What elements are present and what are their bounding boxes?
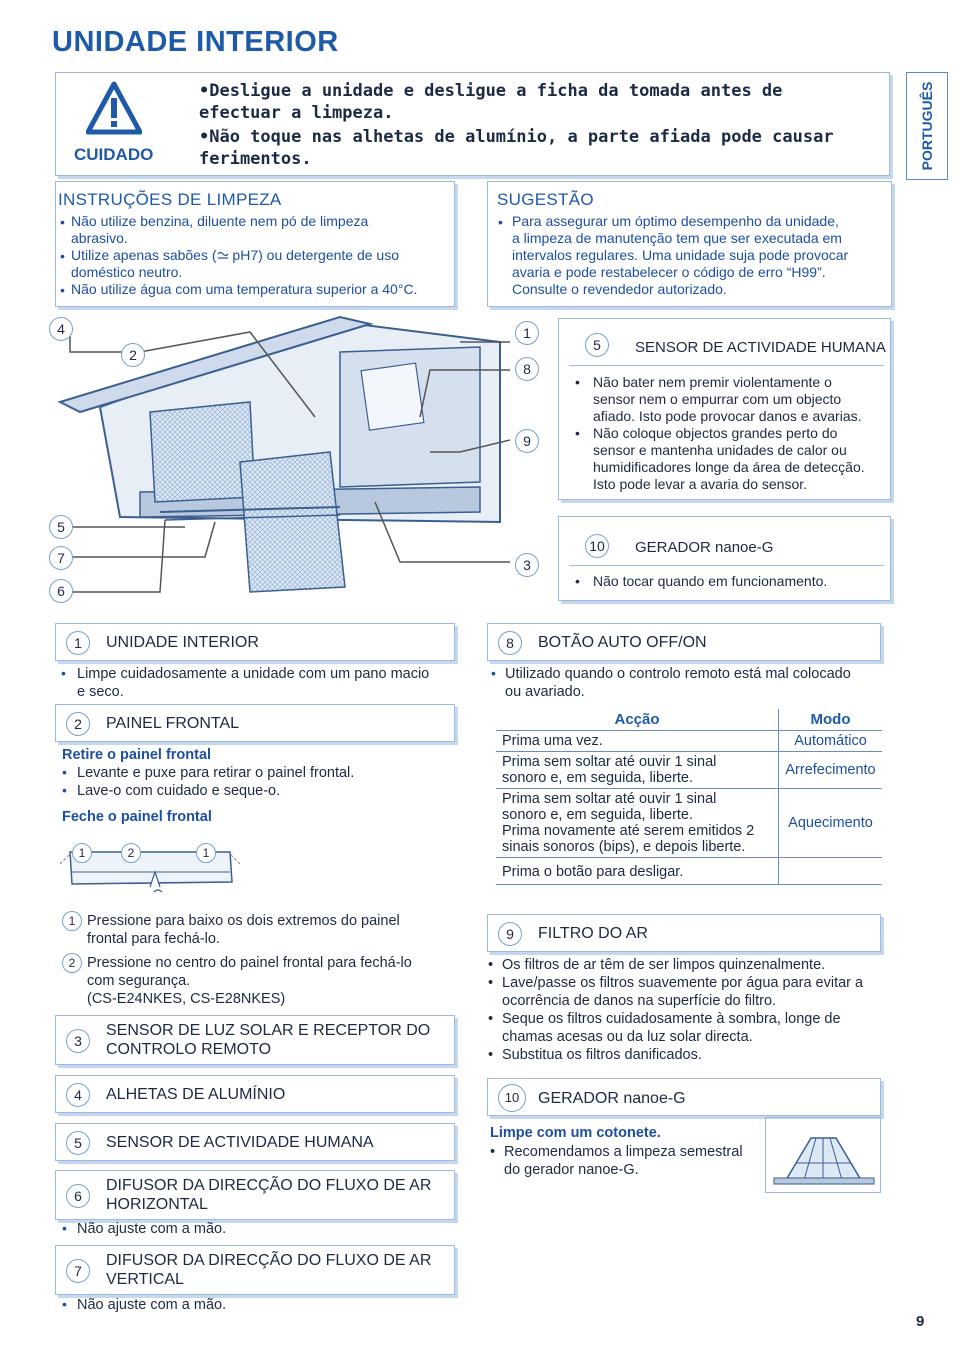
cleaning-item: Não utilize benzina, diluente nem pó de limpeza bbox=[71, 213, 369, 229]
section-10-number: 10 bbox=[498, 1084, 526, 1112]
figure-label-1: 1 bbox=[72, 843, 92, 863]
action-line: Prima uma vez. bbox=[502, 733, 603, 749]
action-cell bbox=[496, 858, 779, 885]
col-header-mode: Modo bbox=[779, 709, 883, 731]
caution-line: ferimentos. bbox=[199, 149, 312, 169]
mode-cell bbox=[779, 858, 883, 885]
callout-2: 2 bbox=[121, 343, 145, 367]
approx-symbol-icon bbox=[217, 250, 229, 260]
action-line: Prima sem soltar até ouvir 1 sinal bbox=[502, 791, 717, 807]
sensor-line: Isto pode levar a avaria do sensor. bbox=[593, 476, 808, 492]
section-9-line: Substitua os filtros danificados. bbox=[502, 1047, 702, 1063]
cleaning-item: Não utilize água com uma temperatura superior a 40°C. bbox=[71, 281, 418, 297]
bullet: • bbox=[488, 1011, 494, 1027]
step-line: (CS-E24NKES, CS-E28NKES) bbox=[87, 991, 286, 1007]
section-6-title-line: HORIZONTAL bbox=[106, 1196, 208, 1213]
table-row bbox=[496, 752, 882, 789]
page-number: 9 bbox=[916, 1313, 925, 1330]
callout-8: 8 bbox=[515, 357, 539, 381]
action-cell bbox=[496, 789, 779, 858]
section-1-header bbox=[55, 623, 455, 661]
nanoe-title: GERADOR nanoe-G bbox=[635, 539, 774, 556]
section-5-number: 5 bbox=[66, 1131, 90, 1155]
caution-line: •Não toque nas alhetas de alumínio, a parte afiada pode causar bbox=[199, 127, 834, 147]
tip-line: Para assegurar um óptimo desempenho da unidade, bbox=[512, 213, 839, 229]
divider bbox=[569, 565, 884, 566]
sensor-line: sensor nem o empurrar com um objecto bbox=[593, 391, 842, 407]
nanoe-generator-icon bbox=[766, 1118, 880, 1192]
section-7-note: Não ajuste com a mão. bbox=[77, 1297, 227, 1313]
section-6-header bbox=[55, 1170, 455, 1220]
bullet: • bbox=[575, 374, 580, 390]
bullet: • bbox=[575, 425, 580, 441]
sensor-text bbox=[593, 374, 862, 425]
bullet: • bbox=[488, 957, 494, 973]
section-4-title: ALHETAS DE ALUMÍNIO bbox=[106, 1086, 286, 1103]
tip-line: avaria e pode restabelecer o código de erro “H99”. bbox=[512, 264, 826, 280]
callout-4: 4 bbox=[49, 317, 73, 341]
nanoe-warning-box bbox=[558, 516, 891, 601]
bullet: • bbox=[60, 248, 65, 264]
section-10-line: do gerador nanoe-G. bbox=[504, 1162, 639, 1178]
bullet: • bbox=[62, 1220, 67, 1236]
bullet: • bbox=[491, 665, 496, 681]
section-6-number: 6 bbox=[66, 1184, 90, 1208]
bullet: • bbox=[575, 573, 580, 589]
section-9-header bbox=[487, 914, 881, 952]
tip-title: SUGESTÃO bbox=[497, 190, 594, 209]
figure-label-2: 2 bbox=[121, 843, 141, 863]
section-10-line: Recomendamos a limpeza semestral bbox=[504, 1144, 743, 1160]
section-7-title-line: DIFUSOR DA DIRECÇÃO DO FLUXO DE AR bbox=[106, 1252, 432, 1269]
sensor-text bbox=[593, 425, 865, 493]
action-cell bbox=[496, 731, 779, 752]
bullet: • bbox=[498, 214, 503, 230]
auto-button-table bbox=[496, 709, 882, 885]
section-9-text bbox=[488, 956, 863, 1064]
nanoe-figure-frame bbox=[765, 1117, 881, 1193]
callout-1: 1 bbox=[515, 321, 539, 345]
caution-line: •Desligue a unidade e desligue a ficha da tomada antes de bbox=[199, 81, 783, 101]
cleaning-item-part: pH7) ou detergente de uso bbox=[232, 247, 399, 263]
section-1-text bbox=[77, 665, 429, 701]
section-8-line: ou avariado. bbox=[505, 684, 585, 700]
bullet: • bbox=[490, 1144, 496, 1160]
mode-cell: Automático bbox=[779, 731, 883, 752]
tip-line: a limpeza de manutenção tem que ser executada em bbox=[512, 230, 842, 246]
step-1-number: 1 bbox=[62, 911, 82, 931]
section-10-header bbox=[487, 1078, 881, 1116]
bullet: • bbox=[488, 1047, 494, 1063]
section-1-number: 1 bbox=[66, 631, 90, 655]
action-line: Prima sem soltar até ouvir 1 sinal bbox=[502, 754, 717, 770]
mode-cell: Arrefecimento bbox=[779, 752, 883, 789]
step-line: com segurança. bbox=[87, 973, 191, 989]
indoor-unit-illustration bbox=[40, 312, 560, 612]
section-3-title-line: CONTROLO REMOTO bbox=[106, 1041, 272, 1058]
section-7-header bbox=[55, 1245, 455, 1295]
col-header-action: Acção bbox=[496, 709, 779, 731]
section-10-text bbox=[490, 1143, 743, 1179]
section-8-line: Utilizado quando o controlo remoto está mal colocado bbox=[505, 666, 851, 682]
step-line: Pressione para baixo os dois extremos do painel bbox=[87, 913, 400, 929]
section-7-number: 7 bbox=[66, 1259, 90, 1283]
cleaning-item: doméstico neutro. bbox=[71, 264, 183, 280]
bullet: • bbox=[488, 975, 494, 991]
section-9-number: 9 bbox=[498, 922, 522, 946]
section-2-title: PAINEL FRONTAL bbox=[106, 715, 240, 732]
step-1-text bbox=[87, 912, 400, 948]
callout-6: 6 bbox=[49, 579, 73, 603]
section-6-title-line: DIFUSOR DA DIRECÇÃO DO FLUXO DE AR bbox=[106, 1177, 432, 1194]
cleaning-item: abrasivo. bbox=[71, 230, 128, 246]
tip-line: Consulte o revendedor autorizado. bbox=[512, 281, 727, 297]
section-9-line: chamas acesas ou da luz solar directa. bbox=[502, 1029, 753, 1045]
caution-box bbox=[55, 72, 890, 176]
section-7-title bbox=[106, 1251, 431, 1289]
tip-line: intervalos regulares. Uma unidade suja pode provocar bbox=[512, 247, 849, 263]
callout-9: 9 bbox=[515, 429, 539, 453]
section-5-header bbox=[55, 1123, 455, 1161]
step-2-number: 2 bbox=[62, 953, 82, 973]
section-10-subtitle: Limpe com um cotonete. bbox=[490, 1125, 661, 1141]
nanoe-line: Não tocar quando em funcionamento. bbox=[593, 573, 828, 589]
section-9-line: ocorrência de danos na superfície do filtro. bbox=[502, 993, 777, 1009]
tip-box bbox=[487, 181, 892, 307]
bullet: • bbox=[62, 782, 67, 798]
cleaning-instructions-box bbox=[55, 181, 455, 307]
step-line: frontal para fechá-lo. bbox=[87, 931, 220, 947]
remove-step: Levante e puxe para retirar o painel frontal. bbox=[77, 765, 355, 781]
nanoe-number: 10 bbox=[585, 534, 609, 558]
mode-cell: Aquecimento bbox=[779, 789, 883, 858]
step-2-text bbox=[87, 954, 412, 1008]
cleaning-item bbox=[71, 247, 399, 264]
bullet: • bbox=[60, 214, 65, 230]
action-line: Prima novamente até serem emitidos 2 bbox=[502, 823, 755, 839]
section-8-text bbox=[505, 665, 851, 701]
step-line: Pressione no centro do painel frontal para fechá-lo bbox=[87, 955, 412, 971]
table-row bbox=[496, 858, 882, 885]
remove-panel-title: Retire o painel frontal bbox=[62, 747, 212, 763]
callout-5: 5 bbox=[49, 515, 73, 539]
section-1-title: UNIDADE INTERIOR bbox=[106, 634, 259, 651]
sensor-warning-box bbox=[558, 318, 891, 500]
action-line: sonoro e, em seguida, liberte. bbox=[502, 807, 694, 823]
section-5-title: SENSOR DE ACTIVIDADE HUMANA bbox=[106, 1134, 374, 1151]
bullet: • bbox=[62, 764, 67, 780]
sensor-line: afiado. Isto pode provocar danos e avarias. bbox=[593, 408, 862, 424]
section-9-title: FILTRO DO AR bbox=[538, 925, 648, 942]
divider bbox=[569, 365, 884, 366]
caution-label: CUIDADO bbox=[74, 145, 154, 164]
section-1-line: Limpe cuidadosamente a unidade com um pano macio bbox=[77, 666, 430, 682]
sensor-title: SENSOR DE ACTIVIDADE HUMANA bbox=[635, 339, 886, 356]
section-9-line: Lave/passe os filtros suavemente por água para evitar a bbox=[502, 975, 864, 991]
section-6-title bbox=[106, 1176, 431, 1214]
cleaning-item-part: Utilize apenas sabões ( bbox=[71, 247, 217, 263]
section-4-number: 4 bbox=[66, 1083, 90, 1107]
sensor-number: 5 bbox=[585, 333, 609, 357]
callout-3: 3 bbox=[515, 553, 539, 577]
bullet: • bbox=[62, 1296, 67, 1312]
section-6-note: Não ajuste com a mão. bbox=[77, 1221, 227, 1237]
section-4-header bbox=[55, 1075, 455, 1113]
section-7-title-line: VERTICAL bbox=[106, 1271, 184, 1288]
bullet: • bbox=[61, 665, 66, 681]
callout-7: 7 bbox=[49, 546, 73, 570]
section-9-line: Seque os filtros cuidadosamente à sombra, longe de bbox=[502, 1011, 841, 1027]
section-8-header bbox=[487, 623, 881, 661]
language-tab bbox=[906, 72, 948, 180]
action-line: Prima o botão para desligar. bbox=[502, 864, 684, 880]
close-panel-figure bbox=[60, 832, 240, 898]
action-cell bbox=[496, 752, 779, 789]
section-3-number: 3 bbox=[66, 1029, 90, 1053]
bullet: • bbox=[60, 282, 65, 298]
action-line: sinais sonoros (bips), e depois liberte. bbox=[502, 839, 746, 855]
action-line: sonoro e, em seguida, liberte. bbox=[502, 770, 694, 786]
section-8-number: 8 bbox=[498, 631, 522, 655]
sensor-line: sensor e mantenha unidades de calor ou bbox=[593, 442, 847, 458]
close-panel-title: Feche o painel frontal bbox=[62, 809, 212, 825]
sensor-line: humidificadores longe da área de detecção. bbox=[593, 459, 865, 475]
section-2-header bbox=[55, 704, 455, 742]
table-row bbox=[496, 789, 882, 858]
section-1-line: e seco. bbox=[77, 684, 124, 700]
remove-step: Lave-o com cuidado e seque-o. bbox=[77, 783, 281, 799]
caution-line: efectuar a limpeza. bbox=[199, 103, 394, 123]
section-3-header bbox=[55, 1015, 455, 1065]
section-9-line: Os filtros de ar têm de ser limpos quinzenalmente. bbox=[502, 957, 826, 973]
sensor-line: Não coloque objectos grandes perto do bbox=[593, 425, 838, 441]
section-3-title-line: SENSOR DE LUZ SOLAR E RECEPTOR DO bbox=[106, 1022, 431, 1039]
table-row bbox=[496, 731, 882, 752]
section-3-title bbox=[106, 1021, 430, 1059]
figure-label-1: 1 bbox=[196, 843, 216, 863]
section-10-title: GERADOR nanoe-G bbox=[538, 1090, 686, 1107]
language-label: PORTUGUÊS bbox=[919, 81, 935, 171]
section-8-title: BOTÃO AUTO OFF/ON bbox=[538, 634, 707, 651]
page-title: UNIDADE INTERIOR bbox=[52, 26, 339, 58]
cleaning-title: INSTRUÇÕES DE LIMPEZA bbox=[58, 190, 282, 209]
warning-triangle-icon bbox=[86, 81, 142, 135]
sensor-line: Não bater nem premir violentamente o bbox=[593, 374, 832, 390]
section-2-number: 2 bbox=[66, 712, 90, 736]
